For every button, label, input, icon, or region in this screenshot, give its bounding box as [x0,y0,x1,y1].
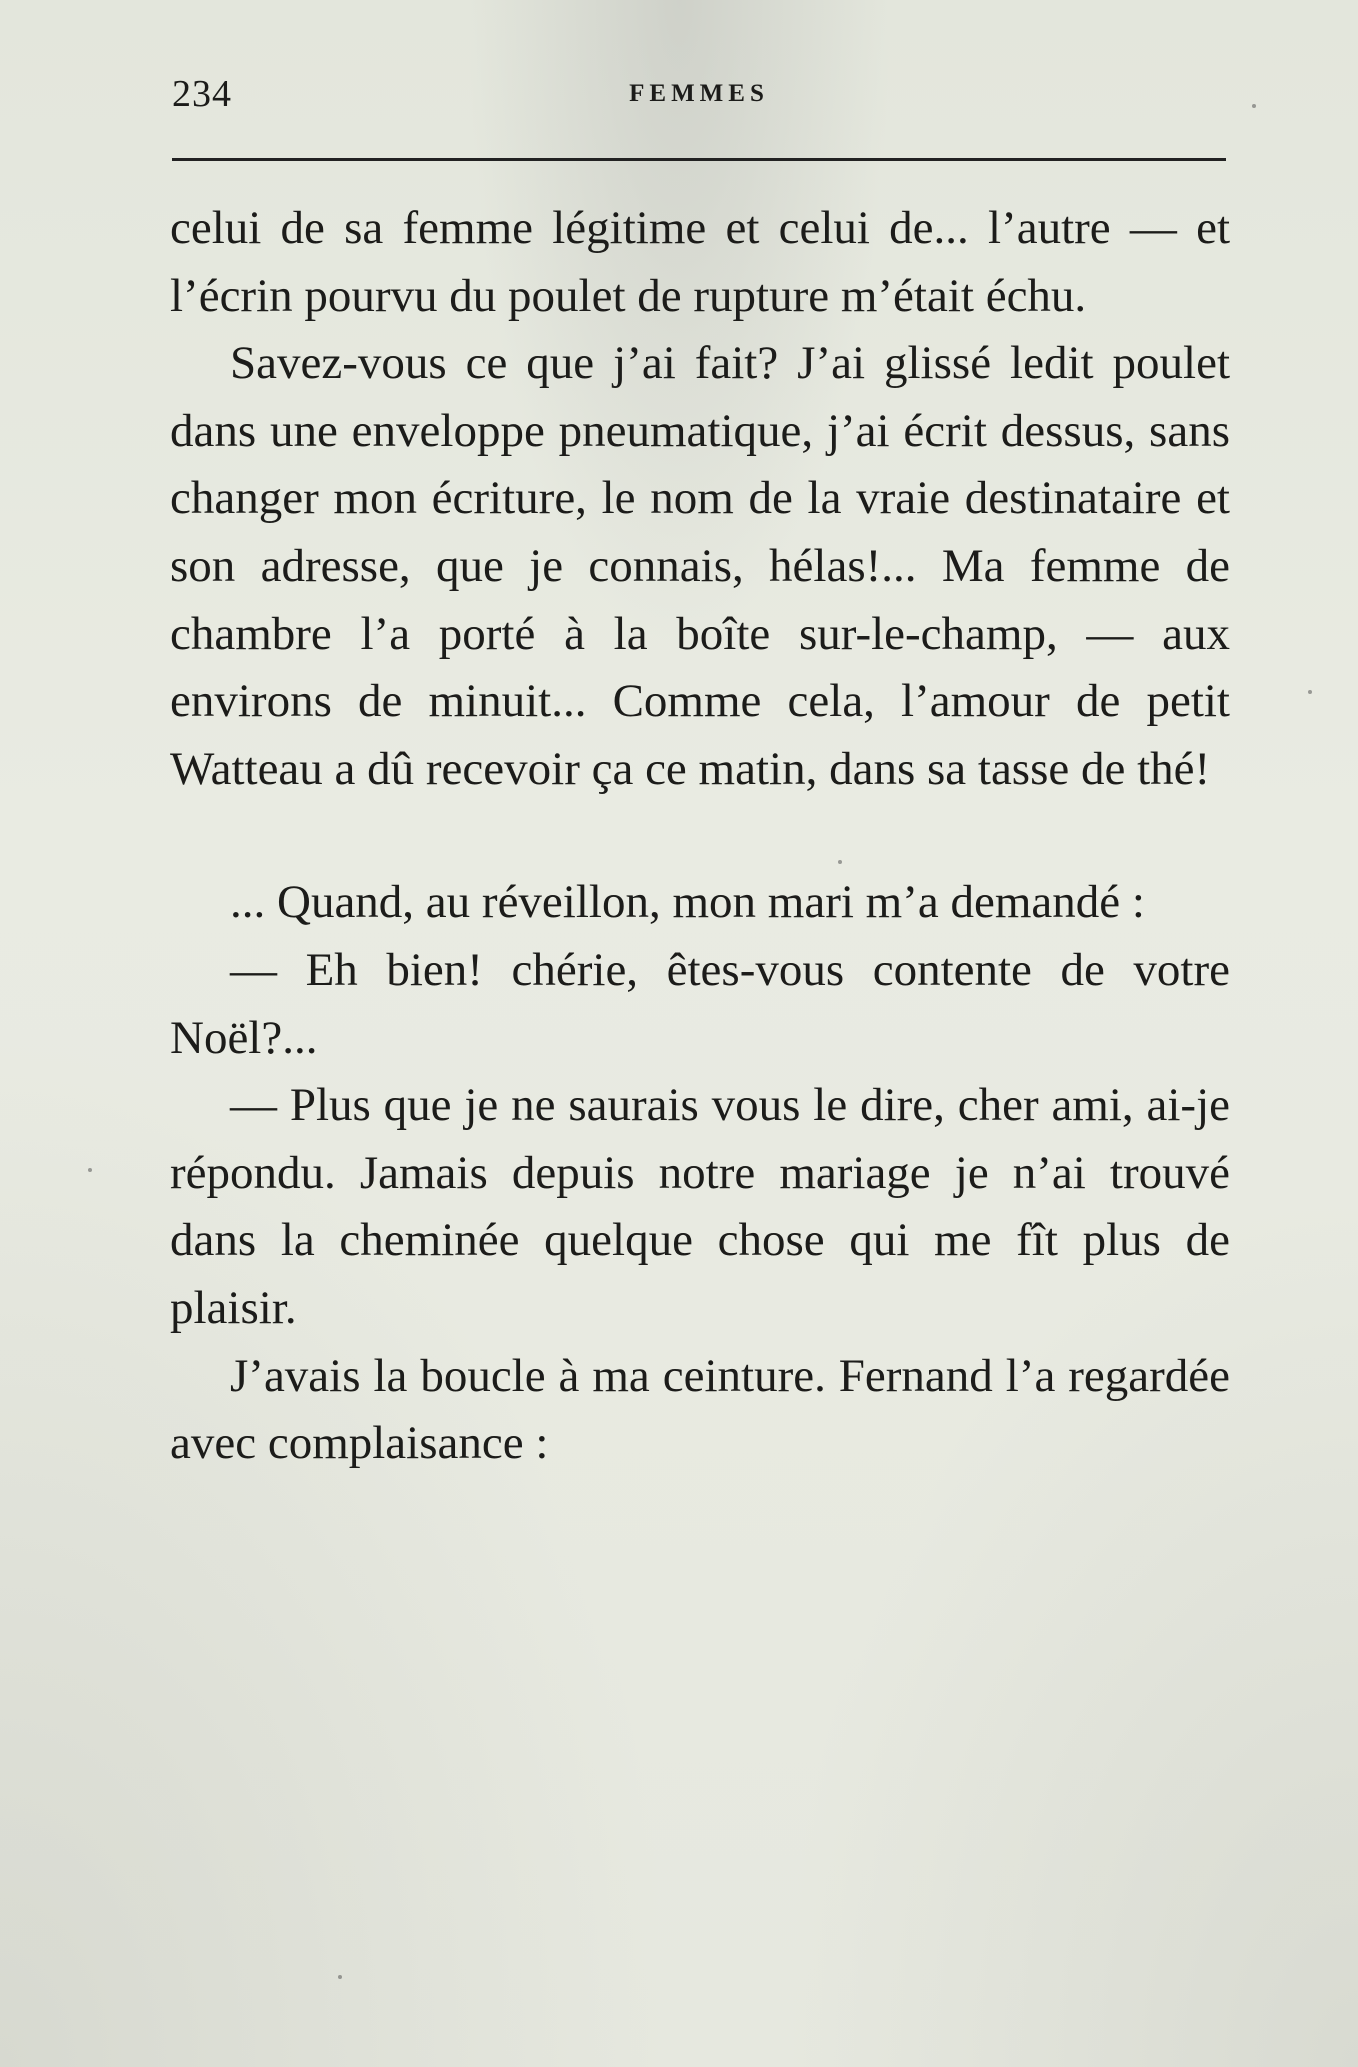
paragraph-1: celui de sa femme légitime et celui de... l’autre — et l’écrin pourvu du poulet de rupture m’était échu. [170,202,1230,322]
body-text [170,195,1230,1478]
header-rule [172,158,1226,161]
paper-speck [1252,104,1256,108]
paper-speck [88,1168,92,1172]
page-number: 234 [172,73,232,115]
running-head: FEMMES [629,80,769,107]
paragraph-6: J’avais la boucle à ma ceinture. Fernand l’a regardée avec complaisance : [170,1349,1230,1470]
paper-speck [338,1975,342,1979]
paper-speck [838,860,842,864]
paragraph-4: — Eh bien! chérie, êtes-vous contente de votre Noël?... [170,943,1230,1064]
paragraph-2: Savez-vous ce que j’ai fait? J’ai glissé ledit poulet dans une enveloppe pneumatique, j’ai écrit dessus, sans changer mon écriture, le nom de la vraie destinataire et son adresse, que je connais, hélas!... Ma femme de chambre l’a porté à la boîte sur-le-champ, — aux environs de minuit... Comme cela, l’amour de petit Watteau a dû recevoir ça ce matin, dans sa tasse de thé! [170,337,1230,795]
page-header [172,72,1226,122]
paper-speck [1308,690,1312,694]
paragraph-3: ... Quand, au réveillon, mon mari m’a demandé : [230,876,1145,929]
paragraph-5: — Plus que je ne saurais vous le dire, cher ami, ai-je répondu. Jamais depuis notre mariage je n’ai trouvé dans la cheminée quelque chose qui me fît plus de plaisir. [170,1079,1230,1334]
section-break [170,803,1230,869]
